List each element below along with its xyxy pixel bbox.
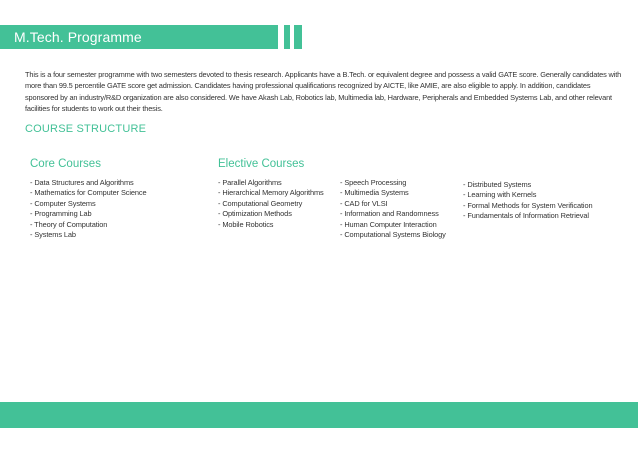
list-item: - Multimedia Systems: [340, 188, 409, 198]
programme-description: This is a four semester programme with two semesters devoted to thesis research. Applicants have a B.Tech. or equivalent degree and possess a valid GATE score. Generally candidates with more than 99.5 percentile GATE score get admission. Candidates having professional qualifications recognized by AICTE, like AMIE, are also eligible to apply. In addition, candidates sponsored by an industry/R&D organization are also considered. We have Akash Lab, Robotics lab, Multimedia lab, Hardware, Peripherals and Embedded Systems Lab, and other relevant facilities for students to work out their thesis.: [25, 70, 622, 114]
page-title: M.Tech. Programme: [14, 29, 142, 45]
list-item: - Hierarchical Memory Algorithms: [218, 188, 324, 198]
list-item: - Speech Processing: [340, 178, 407, 187]
list-item: - Information and Randomness: [340, 209, 439, 219]
list-item: - Computational Geometry: [218, 198, 303, 208]
course-structure-heading: COURSE STRUCTURE: [25, 123, 147, 135]
header-stripe-decoration: [294, 25, 302, 49]
core-courses-heading: Core Courses: [30, 158, 101, 170]
elective-courses-list-1: [218, 178, 324, 230]
footer-bar: [0, 402, 638, 428]
list-item: - Fundamentals of Information Retrieval: [463, 211, 589, 221]
list-item: - Computational Systems Biology: [340, 230, 446, 240]
header-stripe-decoration: [284, 25, 290, 49]
list-item: - Mathematics for Computer Science: [30, 188, 147, 198]
list-item: - Distributed Systems: [463, 180, 532, 189]
core-courses-list: [30, 178, 147, 240]
list-item: - Learning with Kernels: [463, 190, 537, 200]
list-item: - Computer Systems: [30, 198, 96, 208]
list-item: - Data Structures and Algorithms: [30, 178, 134, 187]
list-item: - Human Computer Interaction: [340, 219, 437, 229]
list-item: - Programming Lab: [30, 209, 92, 219]
list-item: - CAD for VLSI: [340, 198, 388, 208]
elective-courses-list-2: [340, 178, 446, 240]
list-item: - Optimization Methods: [218, 209, 292, 219]
list-item: - Theory of Computation: [30, 219, 108, 229]
list-item: - Systems Lab: [30, 230, 76, 240]
list-item: - Parallel Algorithms: [218, 178, 282, 187]
elective-courses-heading: Elective Courses: [218, 158, 305, 170]
list-item: - Mobile Robotics: [218, 219, 274, 229]
elective-courses-list-3: [463, 180, 593, 222]
header-bar: [0, 25, 278, 49]
list-item: - Formal Methods for System Verification: [463, 200, 593, 210]
